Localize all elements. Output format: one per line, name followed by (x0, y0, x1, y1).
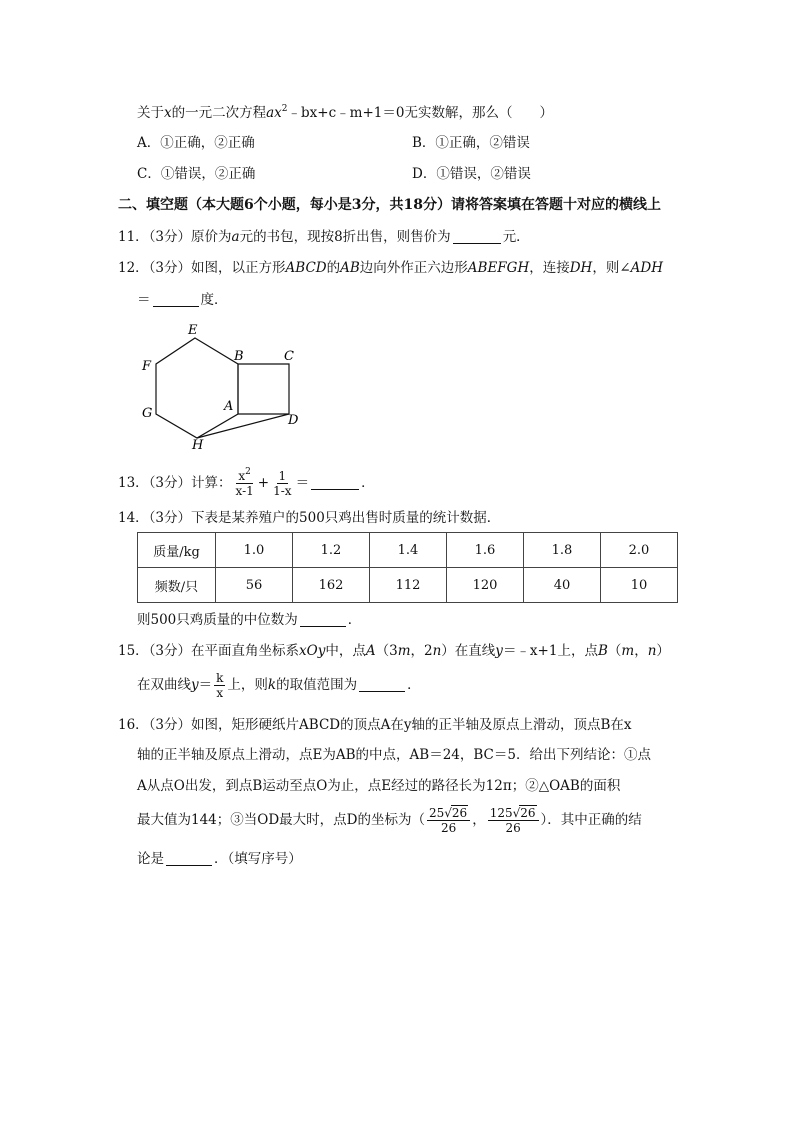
q13-fraction-1 (234, 469, 256, 498)
option-a-label: A． (137, 135, 161, 151)
label-g: G (142, 406, 153, 421)
q14-end: ． (347, 612, 362, 628)
hexagon-shape (156, 338, 238, 438)
q16-frac2-radicand: 26 (520, 806, 536, 820)
q12-text: 的 (326, 260, 341, 276)
q15-var-n: n (432, 643, 442, 659)
question-15 (118, 641, 670, 661)
option-c-text: ①错误，②正确 (160, 166, 256, 182)
table-cell: 162 (293, 568, 370, 603)
section-heading-fill-in: 二、填空题（本大题6个小题，每小是3分，共18分）请将答案填在答题十对应的横线上 (118, 197, 661, 213)
q13-equals: ＝ (295, 475, 310, 491)
q16-number: 16． (118, 717, 149, 733)
q10-text-mid: 的一元二次方程 (171, 105, 267, 121)
q14-number: 14． (118, 510, 149, 526)
q16-frac2-coefficient: 125 (489, 806, 513, 820)
q15-point-a: A (365, 643, 376, 659)
q15-var-y: y (495, 643, 503, 659)
q16-frac2-denominator: 26 (505, 821, 521, 835)
q12-segment-dh: DH (569, 260, 593, 276)
q13-score: （3分） (148, 475, 192, 491)
q12-equals: ＝ (137, 292, 151, 308)
q15-end: ． (407, 677, 421, 693)
q15-text: 在平面直角坐标系 (191, 643, 300, 659)
option-d[interactable] (412, 164, 531, 184)
q15-text: （3 (375, 643, 398, 659)
table-cell: 120 (447, 568, 524, 603)
q14-text: 下表是某养殖户的500只鸡出售时质量的统计数据． (191, 510, 501, 526)
q12-side-ab: AB (340, 260, 360, 276)
table-cell: 1.8 (524, 533, 601, 568)
q11-text-post: 元的书包，现按8折出售，则售价为 (239, 229, 451, 245)
q10-var-ax: ax (266, 105, 282, 121)
segment-dh (197, 414, 289, 438)
q15-text: ＝﹣x+1上，点 (502, 643, 598, 659)
label-d: D (288, 413, 299, 428)
question-12 (118, 258, 663, 278)
table-cell: 1.6 (447, 533, 524, 568)
q12-score: （3分） (148, 260, 192, 276)
q11-answer-blank[interactable] (453, 229, 501, 244)
q15-equals: ＝ (198, 677, 213, 693)
q16-line-2: 轴的正半轴及原点上滑动，点E为AB的中点，AB＝24，BC＝5．给出下列结论：①点 (137, 747, 651, 763)
q11-number: 11． (118, 229, 149, 245)
question-14 (118, 508, 500, 528)
option-b-label: B． (412, 135, 436, 151)
table-cell: 1.2 (293, 533, 370, 568)
q16-line-1: 如图，矩形硬纸片ABCD的顶点A在y轴的正半轴及原点上滑动，顶点B在x (191, 717, 632, 733)
option-d-label: D． (412, 166, 437, 182)
q11-score: （3分） (148, 229, 192, 245)
table-cell: 40 (524, 568, 601, 603)
q16-fraction-1: $\frac{25√26}{26}$ (427, 806, 470, 835)
q15-frac-denominator: x (216, 686, 224, 700)
q13-plus: + (257, 475, 270, 491)
q13-frac2-numerator: 1 (278, 469, 287, 483)
q13-frac1-exponent: 2 (245, 467, 251, 477)
q16-text: ）．其中正确的结 (540, 812, 642, 828)
q12-number: 12． (118, 260, 149, 276)
q14-median-text: 则500只鸡质量的中位数为 (137, 612, 298, 628)
q15-var-m: m (621, 643, 635, 659)
label-b: B (234, 349, 244, 364)
option-b[interactable] (412, 133, 530, 153)
q15-text: 中，点 (325, 643, 366, 659)
q10-text-rest: ﹣bx+c﹣m+1＝0无实数解，那么（ ） (287, 105, 553, 121)
label-c: C (284, 349, 294, 364)
label-f: F (142, 359, 152, 374)
q11-var-a: a (231, 229, 240, 245)
label-h: H (192, 438, 204, 453)
q12-text: 如图，以正方形 (191, 260, 286, 276)
q16-frac1-radicand: 26 (451, 806, 468, 820)
q14-continuation (137, 610, 361, 630)
table-cell: 56 (216, 568, 293, 603)
table-cell: 1.0 (216, 533, 293, 568)
q16-line-3: A从点O出发，到点B运动至点O为止，点E经过的路径长为12π；②△OAB的面积 (137, 778, 621, 794)
option-d-text: ①错误，②错误 (436, 166, 531, 182)
q12-hexagon-name: ABEFGH (467, 260, 530, 276)
question-13 (118, 468, 375, 498)
q15-var-n: n (647, 643, 657, 659)
q15-answer-blank[interactable] (359, 677, 405, 692)
q15-text: 上，则 (227, 677, 268, 693)
option-a-text: ①正确，②正确 (160, 135, 255, 151)
q10-exponent: 2 (281, 104, 288, 114)
question-11 (118, 227, 530, 247)
q13-frac1-denominator: x-1 (235, 484, 254, 498)
q13-end: ． (361, 475, 375, 491)
q13-frac2-denominator: 1-x (273, 484, 292, 498)
chicken-weight-table (137, 532, 678, 603)
table-cell: 10 (601, 568, 678, 603)
q15-var-m: m (397, 643, 411, 659)
q16-frac1-denominator: 26 (440, 821, 457, 835)
q16-text: 最大值为144；③当OD最大时，点D的坐标为（ (137, 812, 425, 828)
q12-continuation (137, 290, 228, 310)
q15-var-y: y (191, 677, 199, 693)
q16-comma: ， (472, 812, 486, 828)
q12-answer-blank[interactable] (153, 292, 199, 307)
q13-answer-blank[interactable] (311, 475, 359, 490)
q16-answer-blank[interactable] (166, 851, 212, 866)
table-header-frequency: 频数/只 (138, 568, 216, 603)
q15-point-b: B (597, 643, 608, 659)
q15-xoy: xOy (299, 643, 326, 659)
q15-text: ）在直线 (441, 643, 496, 659)
q10-var-x: x (164, 105, 172, 121)
q16-line-5 (137, 849, 302, 869)
option-b-text: ①正确，②错误 (435, 135, 530, 151)
q15-score: （3分） (148, 643, 192, 659)
q11-unit: 元． (502, 229, 530, 245)
label-e: E (188, 323, 198, 338)
q16-line-4 (137, 803, 642, 837)
option-c-label: C． (137, 166, 161, 182)
table-cell: 112 (370, 568, 447, 603)
q13-number: 13． (118, 475, 149, 491)
q13-frac1-numerator: x (238, 469, 246, 483)
q15-text: ， (634, 643, 648, 659)
q12-text: ，连接 (529, 260, 570, 276)
q13-text: 计算： (191, 475, 232, 491)
q15-number: 15． (118, 643, 149, 659)
table-cell: 2.0 (601, 533, 678, 568)
q16-text: 论是 (137, 851, 164, 867)
q16-frac1-coefficient: 25 (428, 806, 445, 820)
table-cell: 1.4 (370, 533, 447, 568)
q16-score: （3分） (148, 717, 192, 733)
q15-text: ，2 (410, 643, 433, 659)
q15-text: （ (607, 643, 622, 659)
q15-text: ） (656, 643, 670, 659)
q10-text-prefix: 关于 (137, 105, 164, 121)
q14-answer-blank[interactable] (300, 612, 346, 627)
q15-frac-numerator: k (216, 671, 224, 685)
table-header-mass: 质量/kg (138, 533, 216, 568)
label-a: A (224, 399, 234, 414)
q15-text: 的取值范围为 (276, 677, 358, 693)
q12-text: ，则∠ (592, 260, 631, 276)
q12-unit: 度． (200, 292, 228, 308)
option-c[interactable] (137, 164, 255, 184)
q12-square-name: ABCD (285, 260, 327, 276)
q12-angle-adh: ADH (630, 260, 664, 276)
q16-text: ．（填写序号） (214, 851, 302, 867)
q12-text: 边向外作正六边形 (359, 260, 468, 276)
q16-fraction-2: $\frac{125√26}{26}$ (488, 806, 539, 835)
square-shape (238, 364, 289, 414)
table-row-mass (138, 533, 678, 568)
question-16 (118, 715, 632, 735)
option-a[interactable] (137, 133, 255, 153)
q15-continuation (137, 670, 421, 700)
table-row-frequency (138, 568, 678, 603)
q15-var-k: k (267, 677, 277, 693)
q10-condition-line (137, 103, 553, 123)
q15-fraction-k-over-x (214, 671, 225, 700)
q15-text: 在双曲线 (137, 677, 191, 693)
q13-fraction-2 (271, 469, 293, 498)
hexagon-square-figure (136, 318, 316, 458)
q14-score: （3分） (148, 510, 192, 526)
q11-text: 原价为 (191, 229, 232, 245)
